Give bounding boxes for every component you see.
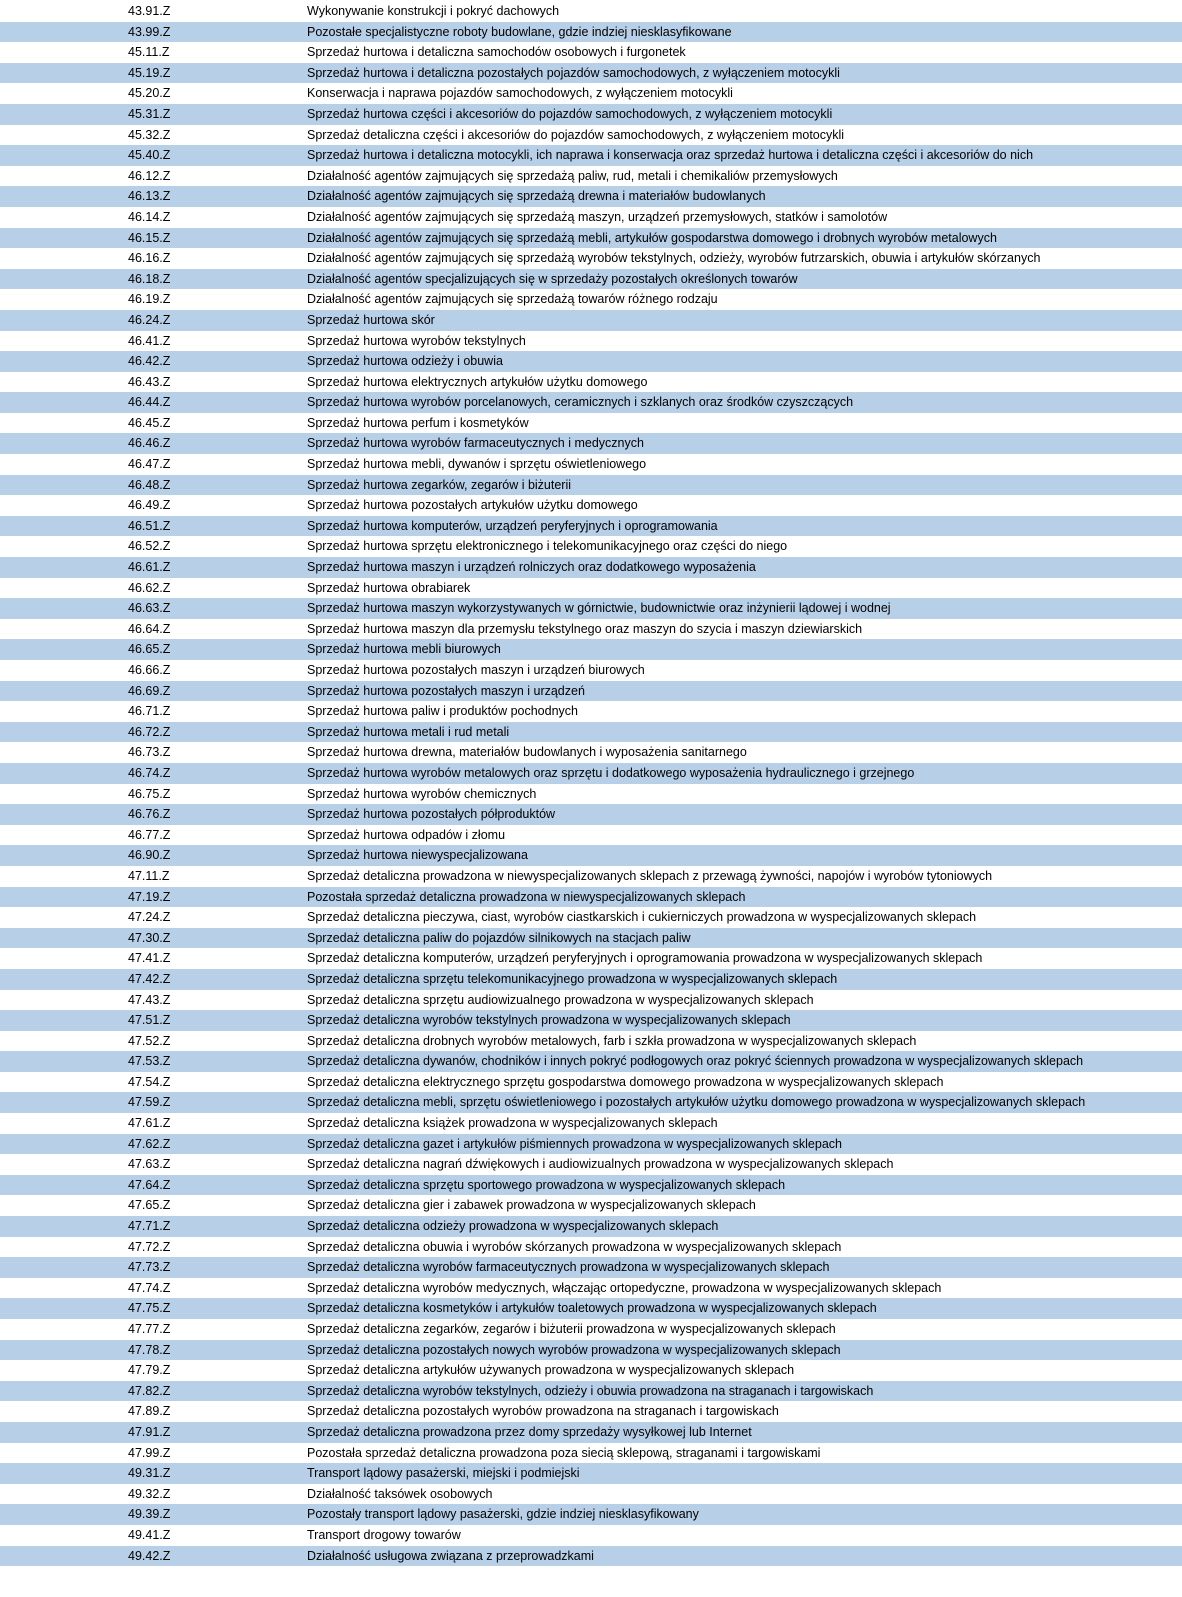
pkd-description-cell: Sprzedaż detaliczna pozostałych wyrobów prowadzona na straganach i targowiskach — [307, 1404, 779, 1419]
pkd-description-cell: Sprzedaż detaliczna wyrobów tekstylnych, odzieży i obuwia prowadzona na straganach i targowiskach — [307, 1381, 1182, 1402]
table-row — [0, 63, 1182, 84]
table-row — [0, 331, 1182, 352]
pkd-description-cell: Sprzedaż detaliczna komputerów, urządzeń peryferyjnych i oprogramowania prowadzona w wyspecjalizowanych sklepach — [307, 951, 983, 966]
pkd-code-cell: 47.79.Z — [128, 1363, 171, 1378]
pkd-description-cell: Działalność agentów zajmujących się sprzedażą mebli, artykułów gospodarstwa domowego i drobnych wyrobów metalowych — [307, 228, 1182, 249]
table-row — [0, 372, 1182, 393]
pkd-description-cell: Pozostała sprzedaż detaliczna prowadzona w niewyspecjalizowanych sklepach — [307, 887, 1182, 908]
table-row — [0, 413, 1182, 434]
table-row — [0, 1237, 1182, 1258]
table-row — [0, 392, 1182, 413]
pkd-code-cell: 46.51.Z — [0, 516, 307, 537]
pkd-description-cell: Sprzedaż hurtowa wyrobów tekstylnych — [307, 333, 526, 348]
pkd-description-cell: Sprzedaż detaliczna książek prowadzona w wyspecjalizowanych sklepach — [307, 1116, 718, 1131]
pkd-description-cell: Sprzedaż detaliczna zegarków, zegarów i biżuterii prowadzona w wyspecjalizowanych sklepach — [307, 1322, 836, 1336]
table-row — [0, 928, 1182, 949]
pkd-description-cell: Sprzedaż hurtowa odpadów i złomu — [307, 827, 506, 842]
pkd-description-cell: Sprzedaż detaliczna drobnych wyrobów metalowych, farb i szkła prowadzona w wyspecjalizowanych sklepach — [307, 1033, 917, 1048]
pkd-description-cell: Sprzedaż detaliczna sprzętu sportowego prowadzona w wyspecjalizowanych sklepach — [307, 1175, 1182, 1196]
table-row — [0, 598, 1182, 619]
table-row — [0, 1422, 1182, 1443]
pkd-description-cell: Działalność agentów zajmujących się sprzedażą drewna i materiałów budowlanych — [307, 186, 1182, 207]
pkd-code-cell: 46.16.Z — [128, 251, 171, 266]
pkd-code-cell: 49.42.Z — [0, 1546, 307, 1567]
pkd-code-cell: 46.45.Z — [128, 415, 171, 430]
pkd-code-cell: 47.43.Z — [128, 992, 171, 1007]
pkd-code-cell: 46.47.Z — [128, 457, 171, 472]
pkd-code-cell: 46.18.Z — [0, 269, 307, 290]
table-row — [0, 186, 1182, 207]
pkd-code-cell: 49.31.Z — [0, 1463, 307, 1484]
pkd-code-cell: 47.54.Z — [128, 1074, 171, 1089]
pkd-description-cell: Sprzedaż hurtowa paliw i produktów pochodnych — [307, 704, 578, 719]
table-row — [0, 516, 1182, 537]
pkd-description-cell: Sprzedaż detaliczna odzieży prowadzona w wyspecjalizowanych sklepach — [307, 1216, 1182, 1237]
pkd-code-cell: 46.15.Z — [0, 228, 307, 249]
pkd-description-cell: Sprzedaż hurtowa perfum i kosmetyków — [307, 415, 529, 430]
pkd-code-cell: 46.90.Z — [0, 845, 307, 866]
table-row — [0, 228, 1182, 249]
pkd-description-cell: Sprzedaż hurtowa części i akcesoriów do pojazdów samochodowych, z wyłączeniem motocykli — [307, 104, 1182, 125]
pkd-code-cell: 47.51.Z — [0, 1010, 307, 1031]
pkd-description-cell: Sprzedaż detaliczna elektrycznego sprzętu gospodarstwa domowego prowadzona w wyspecjalizowanych sklepach — [307, 1074, 944, 1089]
pkd-code-cell: 46.74.Z — [0, 763, 307, 784]
table-row — [0, 83, 1182, 104]
table-row — [0, 557, 1182, 578]
pkd-code-cell: 47.65.Z — [128, 1198, 171, 1213]
table-row — [0, 1278, 1182, 1299]
pkd-description-cell: Sprzedaż detaliczna dywanów, chodników i innych pokryć podłogowych oraz pokryć ściennych prowadzona w wyspecjalizowanych sklepach — [307, 1051, 1182, 1072]
pkd-description-cell: Pozostałe specjalistyczne roboty budowlane, gdzie indziej niesklasyfikowane — [307, 22, 1182, 43]
table-row — [0, 639, 1182, 660]
table-row — [0, 990, 1182, 1011]
pkd-description-cell: Działalność taksówek osobowych — [307, 1486, 493, 1501]
pkd-code-cell: 47.63.Z — [128, 1157, 171, 1172]
pkd-code-cell: 46.12.Z — [128, 168, 171, 183]
table-row — [0, 1175, 1182, 1196]
pkd-description-cell: Sprzedaż detaliczna pozostałych nowych wyrobów prowadzona w wyspecjalizowanych sklepach — [307, 1340, 1182, 1361]
pkd-description-cell: Sprzedaż hurtowa wyrobów farmaceutycznych i medycznych — [307, 433, 1182, 454]
pkd-code-cell: 46.72.Z — [0, 722, 307, 743]
table-row — [0, 351, 1182, 372]
table-row — [0, 1051, 1182, 1072]
pkd-code-cell: 47.61.Z — [128, 1116, 171, 1131]
table-row — [0, 125, 1182, 146]
table-row — [0, 22, 1182, 43]
table-row — [0, 1195, 1182, 1216]
pkd-code-cell: 47.42.Z — [0, 969, 307, 990]
table-row — [0, 495, 1182, 516]
pkd-description-cell: Sprzedaż hurtowa sprzętu elektronicznego i telekomunikacyjnego oraz części do niego — [307, 539, 788, 554]
pkd-code-cell: 49.32.Z — [128, 1486, 171, 1501]
pkd-description-cell: Sprzedaż detaliczna części i akcesoriów do pojazdów samochodowych, z wyłączeniem motocykli — [307, 127, 845, 142]
table-row — [0, 1546, 1182, 1567]
table-row — [0, 207, 1182, 228]
table-row — [0, 1298, 1182, 1319]
pkd-description-cell: Sprzedaż detaliczna prowadzona przez domy sprzedaży wysyłkowej lub Internet — [307, 1422, 1182, 1443]
table-row — [0, 866, 1182, 887]
pkd-code-cell: 46.71.Z — [128, 704, 171, 719]
table-row — [0, 1401, 1182, 1422]
pkd-description-cell: Konserwacja i naprawa pojazdów samochodowych, z wyłączeniem motocykli — [307, 86, 733, 101]
table-row — [0, 948, 1182, 969]
pkd-description-cell: Sprzedaż hurtowa maszyn i urządzeń rolniczych oraz dodatkowego wyposażenia — [307, 557, 1182, 578]
pkd-description-cell: Sprzedaż hurtowa odzieży i obuwia — [307, 351, 1182, 372]
table-row — [0, 536, 1182, 557]
pkd-description-cell: Sprzedaż detaliczna nagrań dźwiękowych i audiowizualnych prowadzona w wyspecjalizowanych sklepach — [307, 1157, 894, 1172]
pkd-code-cell: 43.99.Z — [0, 22, 307, 43]
pkd-code-cell: 45.32.Z — [128, 127, 171, 142]
pkd-code-cell: 47.19.Z — [0, 887, 307, 908]
table-row — [0, 248, 1182, 269]
pkd-code-cell: 47.71.Z — [0, 1216, 307, 1237]
table-row — [0, 1113, 1182, 1134]
table-row — [0, 701, 1182, 722]
table-row — [0, 825, 1182, 846]
pkd-description-cell: Sprzedaż detaliczna wyrobów tekstylnych prowadzona w wyspecjalizowanych sklepach — [307, 1010, 1182, 1031]
pkd-description-cell: Sprzedaż hurtowa metali i rud metali — [307, 722, 1182, 743]
pkd-code-cell: 47.89.Z — [128, 1404, 171, 1419]
pkd-code-cell: 47.82.Z — [0, 1381, 307, 1402]
pkd-code-cell: 46.69.Z — [0, 681, 307, 702]
pkd-description-cell: Sprzedaż detaliczna sprzętu audiowizualnego prowadzona w wyspecjalizowanych sklepach — [307, 992, 814, 1007]
pkd-code-cell: 46.77.Z — [128, 827, 171, 842]
table-row — [0, 1340, 1182, 1361]
pkd-code-cell: 45.11.Z — [128, 45, 170, 60]
pkd-table-body — [0, 1, 1182, 1566]
pkd-description-cell: Sprzedaż detaliczna pieczywa, ciast, wyrobów ciastkarskich i cukierniczych prowadzona w wyspecjalizowanych sklepach — [307, 910, 977, 925]
pkd-code-cell: 46.64.Z — [128, 621, 171, 636]
pkd-description-cell: Sprzedaż hurtowa pozostałych artykułów użytku domowego — [307, 498, 638, 513]
pkd-description-cell: Działalność agentów zajmujących się sprzedażą maszyn, urządzeń przemysłowych, statków i samolotów — [307, 209, 888, 224]
pkd-description-cell: Działalność agentów zajmujących się sprzedażą towarów różnego rodzaju — [307, 292, 718, 307]
pkd-code-cell: 46.63.Z — [0, 598, 307, 619]
pkd-code-cell: 47.72.Z — [128, 1239, 171, 1254]
table-row — [0, 660, 1182, 681]
pkd-code-cell: 46.44.Z — [0, 392, 307, 413]
table-row — [0, 1072, 1182, 1093]
pkd-description-cell: Pozostały transport lądowy pasażerski, gdzie indziej niesklasyfikowany — [307, 1504, 1182, 1525]
pkd-description-cell: Sprzedaż hurtowa i detaliczna motocykli, ich naprawa i konserwacja oraz sprzedaż hurtowa i detaliczna części i akcesoriów do nich — [307, 145, 1182, 166]
pkd-code-cell: 45.40.Z — [0, 145, 307, 166]
pkd-code-cell: 46.43.Z — [128, 374, 171, 389]
pkd-description-cell: Transport drogowy towarów — [307, 1527, 461, 1542]
pkd-description-cell: Sprzedaż hurtowa pozostałych półproduktów — [307, 804, 1182, 825]
table-row — [0, 1443, 1182, 1464]
pkd-code-cell: 46.75.Z — [128, 786, 171, 801]
pkd-code-cell: 47.77.Z — [128, 1322, 171, 1336]
pkd-code-cell: 46.52.Z — [128, 539, 171, 554]
pkd-description-cell: Pozostała sprzedaż detaliczna prowadzona poza siecią sklepową, straganami i targowiskami — [307, 1445, 821, 1460]
table-row — [0, 763, 1182, 784]
pkd-code-cell: 46.13.Z — [0, 186, 307, 207]
pkd-description-cell: Sprzedaż hurtowa obrabiarek — [307, 580, 471, 595]
pkd-description-cell: Sprzedaż hurtowa wyrobów metalowych oraz sprzętu i dodatkowego wyposażenia hydraulicznego i grzejnego — [307, 763, 1182, 784]
table-row — [0, 907, 1182, 928]
pkd-description-cell: Sprzedaż hurtowa wyrobów porcelanowych, ceramicznych i szklanych oraz środków czyszczących — [307, 392, 1182, 413]
pkd-code-cell: 47.64.Z — [0, 1175, 307, 1196]
table-row — [0, 619, 1182, 640]
pkd-description-cell: Sprzedaż detaliczna wyrobów farmaceutycznych prowadzona w wyspecjalizowanych sklepach — [307, 1257, 1182, 1278]
table-row — [0, 1134, 1182, 1155]
pkd-description-cell: Działalność agentów zajmujących się sprzedażą wyrobów tekstylnych, odzieży, wyrobów futrzarskich, obuwia i artykułów skórzanych — [307, 251, 1041, 266]
pkd-code-cell: 47.78.Z — [0, 1340, 307, 1361]
table-row — [0, 310, 1182, 331]
pkd-code-cell: 46.48.Z — [0, 475, 307, 496]
table-row — [0, 1525, 1182, 1546]
pkd-code-cell: 46.66.Z — [128, 663, 171, 677]
pkd-description-cell: Sprzedaż hurtowa zegarków, zegarów i biżuterii — [307, 475, 1182, 496]
pkd-code-cell: 47.91.Z — [0, 1422, 307, 1443]
pkd-code-cell: 46.49.Z — [128, 498, 171, 513]
pkd-description-cell: Sprzedaż hurtowa maszyn dla przemysłu tekstylnego oraz maszyn do szycia i maszyn dziewiarskich — [307, 621, 863, 636]
table-row — [0, 681, 1182, 702]
pkd-code-cell: 46.24.Z — [0, 310, 307, 331]
pkd-table-wrapper — [0, 1, 1182, 1566]
pkd-description-cell: Sprzedaż detaliczna artykułów używanych prowadzona w wyspecjalizowanych sklepach — [307, 1363, 795, 1378]
pkd-description-cell: Sprzedaż detaliczna obuwia i wyrobów skórzanych prowadzona w wyspecjalizowanych sklepach — [307, 1239, 842, 1254]
pkd-code-cell: 49.41.Z — [128, 1527, 171, 1542]
pkd-description-cell: Sprzedaż hurtowa i detaliczna pozostałych pojazdów samochodowych, z wyłączeniem motocykli — [307, 63, 1182, 84]
pkd-code-cell: 47.62.Z — [0, 1134, 307, 1155]
pkd-code-cell: 47.53.Z — [0, 1051, 307, 1072]
pkd-description-cell: Działalność agentów specjalizujących się w sprzedaży pozostałych określonych towarów — [307, 269, 1182, 290]
pkd-description-cell: Sprzedaż detaliczna mebli, sprzętu oświetleniowego i pozostałych artykułów użytku domowego prowadzona w wyspecjalizowanych sklepach — [307, 1092, 1182, 1113]
pkd-code-cell: 43.91.Z — [128, 4, 171, 18]
table-row — [0, 969, 1182, 990]
pkd-description-cell: Sprzedaż detaliczna wyrobów medycznych, włączając ortopedyczne, prowadzona w wyspecjalizowanych sklepach — [307, 1280, 942, 1295]
pkd-code-cell: 45.19.Z — [0, 63, 307, 84]
pkd-code-cell: 47.30.Z — [0, 928, 307, 949]
pkd-code-cell: 47.74.Z — [128, 1280, 171, 1295]
table-row — [0, 454, 1182, 475]
table-row — [0, 475, 1182, 496]
table-row — [0, 433, 1182, 454]
pkd-description-cell: Sprzedaż hurtowa i detaliczna samochodów osobowych i furgonetek — [307, 45, 686, 60]
pkd-description-cell: Sprzedaż hurtowa niewyspecjalizowana — [307, 845, 1182, 866]
pkd-code-cell: 47.59.Z — [0, 1092, 307, 1113]
table-row — [0, 145, 1182, 166]
table-row — [0, 1381, 1182, 1402]
pkd-description-cell: Sprzedaż detaliczna prowadzona w niewyspecjalizowanych sklepach z przewagą żywności, napojów i wyrobów tytoniowych — [307, 868, 993, 883]
pkd-description-cell: Sprzedaż detaliczna gier i zabawek prowadzona w wyspecjalizowanych sklepach — [307, 1198, 756, 1213]
pkd-code-cell: 47.41.Z — [128, 951, 171, 966]
table-row — [0, 578, 1182, 599]
table-row — [0, 784, 1182, 805]
pkd-code-cell: 47.99.Z — [128, 1445, 171, 1460]
pkd-code-cell: 47.24.Z — [128, 910, 171, 925]
table-row — [0, 1, 1182, 22]
pkd-description-cell: Sprzedaż detaliczna sprzętu telekomunikacyjnego prowadzona w wyspecjalizowanych sklepach — [307, 969, 1182, 990]
pkd-code-cell: 46.65.Z — [0, 639, 307, 660]
table-row — [0, 42, 1182, 63]
table-row — [0, 845, 1182, 866]
pkd-description-cell: Sprzedaż hurtowa komputerów, urządzeń peryferyjnych i oprogramowania — [307, 516, 1182, 537]
pkd-code-cell: 49.39.Z — [0, 1504, 307, 1525]
table-row — [0, 289, 1182, 310]
pkd-description-cell: Wykonywanie konstrukcji i pokryć dachowych — [307, 4, 560, 18]
table-row — [0, 1010, 1182, 1031]
pkd-description-cell: Transport lądowy pasażerski, miejski i podmiejski — [307, 1463, 1182, 1484]
table-row — [0, 1257, 1182, 1278]
table-row — [0, 1031, 1182, 1052]
table-row — [0, 887, 1182, 908]
table-row — [0, 1360, 1182, 1381]
pkd-code-cell: 46.46.Z — [0, 433, 307, 454]
pkd-description-cell: Sprzedaż hurtowa skór — [307, 310, 1182, 331]
pkd-codes-table — [0, 1, 1182, 1566]
pkd-description-cell: Działalność agentów zajmujących się sprzedażą paliw, rud, metali i chemikaliów przemysłowych — [307, 168, 838, 183]
pkd-description-cell: Sprzedaż hurtowa pozostałych maszyn i urządzeń biurowych — [307, 663, 645, 677]
pkd-code-cell: 46.19.Z — [128, 292, 171, 307]
table-row — [0, 269, 1182, 290]
pkd-description-cell: Sprzedaż hurtowa drewna, materiałów budowlanych i wyposażenia sanitarnego — [307, 745, 747, 760]
pkd-description-cell: Sprzedaż hurtowa wyrobów chemicznych — [307, 786, 537, 801]
pkd-description-cell: Sprzedaż detaliczna kosmetyków i artykułów toaletowych prowadzona w wyspecjalizowanych sklepach — [307, 1298, 1182, 1319]
table-row — [0, 804, 1182, 825]
pkd-description-cell: Sprzedaż hurtowa elektrycznych artykułów użytku domowego — [307, 374, 648, 389]
pkd-code-cell: 47.52.Z — [128, 1033, 171, 1048]
table-row — [0, 1463, 1182, 1484]
pkd-code-cell: 46.61.Z — [0, 557, 307, 578]
table-row — [0, 1504, 1182, 1525]
pkd-description-cell: Sprzedaż hurtowa pozostałych maszyn i urządzeń — [307, 681, 1182, 702]
pkd-code-cell: 46.41.Z — [128, 333, 171, 348]
table-row — [0, 1092, 1182, 1113]
pkd-description-cell: Sprzedaż hurtowa mebli biurowych — [307, 639, 1182, 660]
pkd-code-cell: 47.73.Z — [0, 1257, 307, 1278]
pkd-code-cell: 46.62.Z — [128, 580, 171, 595]
pkd-code-cell: 45.31.Z — [0, 104, 307, 125]
pkd-code-cell: 46.76.Z — [0, 804, 307, 825]
table-row — [0, 722, 1182, 743]
table-row — [0, 104, 1182, 125]
pkd-code-cell: 46.14.Z — [128, 209, 171, 224]
table-row — [0, 742, 1182, 763]
pkd-code-cell: 47.75.Z — [0, 1298, 307, 1319]
table-row — [0, 1154, 1182, 1175]
pkd-code-cell: 46.42.Z — [0, 351, 307, 372]
table-row — [0, 1484, 1182, 1505]
pkd-description-cell: Sprzedaż detaliczna paliw do pojazdów silnikowych na stacjach paliw — [307, 928, 1182, 949]
pkd-code-cell: 47.11.Z — [128, 868, 170, 883]
pkd-description-cell: Sprzedaż hurtowa mebli, dywanów i sprzętu oświetleniowego — [307, 457, 647, 472]
table-row — [0, 1319, 1182, 1340]
pkd-code-cell: 45.20.Z — [128, 86, 171, 101]
pkd-description-cell: Działalność usługowa związana z przeprowadzkami — [307, 1546, 1182, 1567]
pkd-description-cell: Sprzedaż detaliczna gazet i artykułów piśmiennych prowadzona w wyspecjalizowanych sklepach — [307, 1134, 1182, 1155]
pkd-description-cell: Sprzedaż hurtowa maszyn wykorzystywanych w górnictwie, budownictwie oraz inżynierii lądowej i wodnej — [307, 598, 1182, 619]
table-row — [0, 1216, 1182, 1237]
pkd-code-cell: 46.73.Z — [128, 745, 171, 760]
table-row — [0, 166, 1182, 187]
